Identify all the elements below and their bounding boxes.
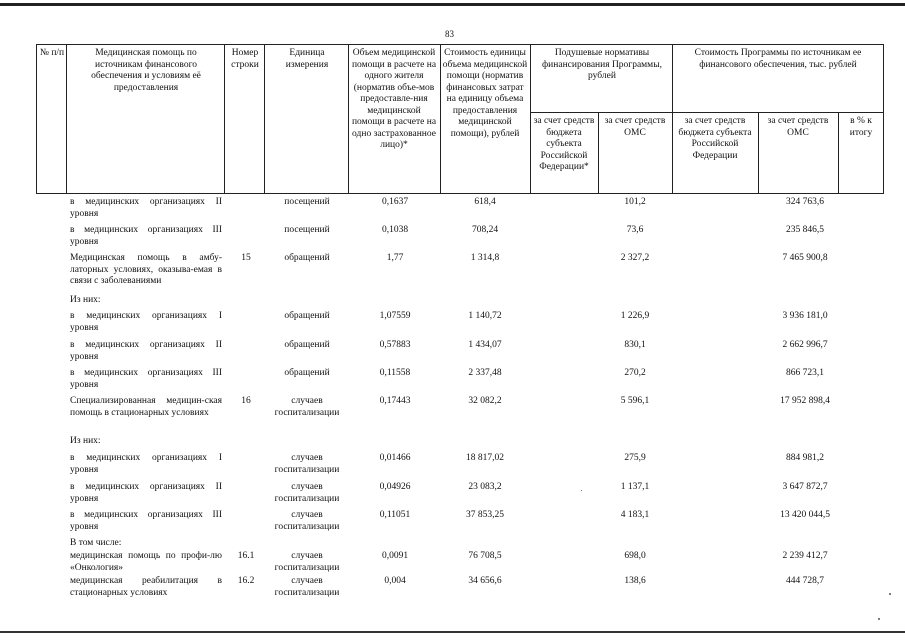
- row-volume: 0,0091: [381, 551, 409, 561]
- row-per-capita-oms: 275,9: [624, 453, 646, 463]
- row-per-capita-oms: 73,6: [626, 225, 644, 235]
- header-program-budget: за счет средств бюджета субъекта Российской Федерации: [678, 116, 752, 161]
- row-unit-cost: 708,24: [471, 225, 499, 235]
- scan-speck: [878, 618, 880, 620]
- bottom-border: [0, 631, 905, 633]
- row-unit: обращений: [284, 311, 330, 321]
- row-program-oms: 17 952 898,4: [780, 396, 830, 406]
- row-unit: посещений: [284, 197, 330, 207]
- row-description: в медицинских организациях I уровня: [70, 453, 222, 475]
- row-per-capita-oms: 270,2: [624, 368, 646, 378]
- header-program-oms: за счет средств ОМС: [767, 116, 829, 138]
- row-unit: обращений: [284, 253, 330, 263]
- header-per-capita: Подушевые нормативы финансирования Программы, рублей: [542, 48, 662, 81]
- row-description: в медицинских организациях III уровня: [70, 225, 222, 247]
- row-per-capita-oms: 2 327,2: [620, 253, 650, 263]
- row-program-oms: 866 723,1: [786, 368, 824, 378]
- page-number: 83: [445, 29, 454, 39]
- row-number: 16: [241, 396, 251, 406]
- row-per-capita-oms: 138,6: [624, 576, 646, 586]
- row-unit: случаев госпитализации: [274, 576, 340, 598]
- row-volume: 0,004: [384, 576, 406, 586]
- scan-speck: [889, 593, 891, 595]
- row-volume: 0,11558: [379, 368, 411, 378]
- header-volume: Объем медицинской помощи в расчете на одного жителя (норматив объе-мов предоставле-ния медицинской помощи в расчете на одно застрахованное лицо)*: [351, 48, 437, 150]
- row-unit-cost: 34 656,6: [468, 576, 502, 586]
- row-program-oms: 2 239 412,7: [782, 551, 828, 561]
- row-volume: 1,77: [386, 253, 404, 263]
- row-unit-cost: 1 140,72: [468, 311, 502, 321]
- row-unit-cost: 23 083,2: [468, 482, 502, 492]
- row-per-capita-oms: 5 596,1: [620, 396, 650, 406]
- row-program-oms: 235 846,5: [786, 225, 824, 235]
- row-program-oms: 324 763,6: [786, 197, 824, 207]
- row-volume: 0,11051: [379, 510, 411, 520]
- row-unit: случаев госпитализации: [274, 510, 340, 532]
- row-unit: обращений: [284, 368, 330, 378]
- row-description: медицинская реабилитация в стационарных условиях: [70, 576, 222, 598]
- row-description: Медицинская помощь в амбу-латорных условиях, оказыва-емая в связи с заболеваниями: [70, 253, 222, 286]
- row-unit-cost: 37 853,25: [466, 510, 504, 520]
- row-description: медицинская помощь по профи-лю «Онкология»: [70, 551, 222, 573]
- row-unit: посещений: [284, 225, 330, 235]
- row-volume: 0,04926: [379, 482, 411, 492]
- row-number: 16.1: [237, 551, 255, 561]
- header-unit-cost: Стоимость единицы объема медицинской помощи (норматив финансовых затрат на единицу объема предоставления медицинской помощи), рублей: [442, 48, 528, 139]
- row-description: Из них:: [70, 295, 101, 305]
- row-volume: 0,1038: [381, 225, 409, 235]
- row-volume: 1,07559: [379, 311, 411, 321]
- row-volume: 0,57883: [379, 340, 411, 350]
- header-program-cost: Стоимость Программы по источникам ее финансового обеспечения, тыс. рублей: [694, 48, 862, 70]
- row-per-capita-oms: 101,2: [624, 197, 646, 207]
- row-unit: случаев госпитализации: [274, 453, 340, 475]
- scan-speck: [581, 490, 582, 491]
- row-per-capita-oms: 830,1: [624, 340, 646, 350]
- row-description: Специализированная медицин-ская помощь в стационарных условиях: [70, 396, 222, 418]
- row-volume: 0,17443: [379, 396, 411, 406]
- row-number: 15: [241, 253, 251, 263]
- row-description: в медицинских организациях II уровня: [70, 482, 222, 504]
- row-unit-cost: 18 817,02: [466, 453, 504, 463]
- header-per-capita-oms: за счет средств ОМС: [604, 116, 666, 138]
- row-per-capita-oms: 1 137,1: [620, 482, 650, 492]
- row-description: Из них:: [70, 436, 101, 446]
- row-description: в медицинских организациях II уровня: [70, 197, 222, 219]
- row-program-oms: 3 936 181,0: [782, 311, 828, 321]
- top-border: [0, 3, 905, 6]
- row-unit: случаев госпитализации: [274, 551, 340, 573]
- row-unit-cost: 32 082,2: [468, 396, 502, 406]
- table-header: [36, 44, 884, 194]
- header-per-capita-budget: за счет средств бюджета субъекта Российской Федерации*: [533, 116, 595, 172]
- header-description: Медицинская помощь по источникам финансового обеспечения и условиям её предоставления: [91, 48, 201, 93]
- header-row-number: Номер строки: [231, 48, 259, 70]
- row-description: В том числе:: [70, 538, 122, 548]
- row-program-oms: 13 420 044,5: [780, 510, 830, 520]
- header-program-percent: в % к итогу: [849, 116, 873, 138]
- row-program-oms: 2 662 996,7: [782, 340, 828, 350]
- row-per-capita-oms: 4 183,1: [620, 510, 650, 520]
- row-per-capita-oms: 698,0: [624, 551, 646, 561]
- row-unit-cost: 76 708,5: [468, 551, 502, 561]
- row-unit-cost: 2 337,48: [468, 368, 502, 378]
- row-unit: случаев госпитализации: [274, 482, 340, 504]
- row-description: в медицинских организациях III уровня: [70, 510, 222, 532]
- row-description: в медицинских организациях II уровня: [70, 340, 222, 362]
- row-program-oms: 7 465 900,8: [782, 253, 828, 263]
- row-volume: 0,01466: [379, 453, 411, 463]
- row-description: в медицинских организациях III уровня: [70, 368, 222, 390]
- row-unit: обращений: [284, 340, 330, 350]
- row-program-oms: 884 981,2: [786, 453, 824, 463]
- row-volume: 0,1637: [381, 197, 409, 207]
- header-unit: Единица измерения: [285, 48, 329, 70]
- row-unit-cost: 1 434,07: [468, 340, 502, 350]
- row-unit-cost: 1 314,8: [470, 253, 500, 263]
- row-unit-cost: 618,4: [474, 197, 496, 207]
- row-number: 16.2: [237, 576, 255, 586]
- row-program-oms: 444 728,7: [786, 576, 824, 586]
- header-no: № п/п: [39, 48, 65, 58]
- row-per-capita-oms: 1 226,9: [620, 311, 650, 321]
- row-program-oms: 3 647 872,7: [782, 482, 828, 492]
- row-description: в медицинских организациях I уровня: [70, 311, 222, 333]
- row-unit: случаев госпитализации: [274, 396, 340, 418]
